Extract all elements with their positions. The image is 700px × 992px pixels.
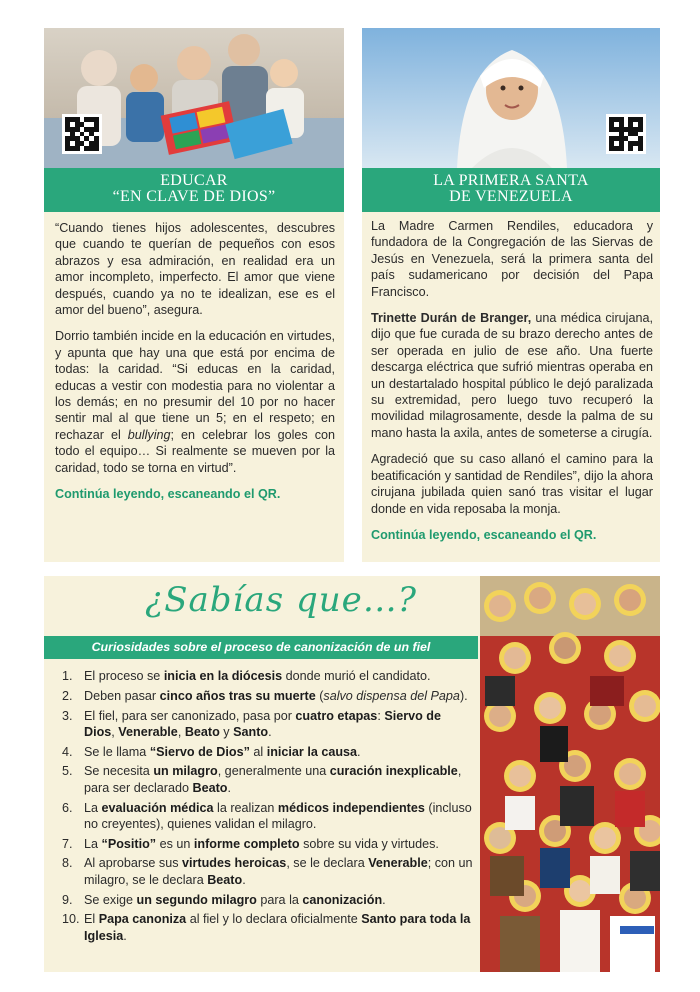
right-paragraph-2: Trinette Durán de Branger, una médica cirujana, dijo que fue curada de su brazo derecho antes de ser operada en julio de ese año. Una fuerte descarga eléctrica que sufrió mientras operaba en un destartalado hospital público le dejó paralizada su extremidad, pero luego tuvo recuperó la movilidad milagrosamente, desde la palma de su mano hasta la axila, antes de someterse a cirugía.: [371, 311, 653, 440]
left-article-body: [55, 220, 335, 513]
saints-collage-illustration: [480, 576, 660, 972]
list-item: 6. La evaluación médica la realizan médicos independientes (incluso no creyentes), quienes validan el milagro.: [62, 800, 472, 831]
sabias-title: ¿Sabías que…?: [145, 580, 417, 620]
list-item: 3. El fiel, para ser canonizado, pasa por cuatro etapas: Siervo de Dios, Venerable, Beato y Santo.: [62, 708, 442, 739]
canonization-list: [62, 668, 474, 947]
list-item: 8. Al aprobarse sus virtudes heroicas, se le declara Venerable; con un milagro, se le declara Beato.: [62, 856, 473, 887]
right-paragraph-1: La Madre Carmen Rendiles, educadora y fundadora de la Congregación de las Siervas de Jesús en Venezuela, será la primera santa del país sudamericano por decisión del Papa Francisco.: [371, 219, 653, 299]
left-paragraph-1: “Cuando tienes hijos adolescentes, descubres que cuando te querían de pequeños con esos abrazos y esa admiración, en realidad era un amor incompleto, imperfecto. El amor que viene después, cuando ya no te idealizan, ese es el amor del bueno”, asegura.: [55, 221, 335, 318]
right-article-title: LA PRIMERA SANTA DE VENEZUELA: [362, 168, 660, 212]
qr-code-left[interactable]: [62, 114, 102, 154]
list-item: 9. Se exige un segundo milagro para la canonización.: [62, 892, 386, 907]
list-item: 7. La “Positio” es un informe completo sobre su vida y virtudes.: [62, 836, 439, 851]
list-item: 2. Deben pasar cinco años tras su muerte (salvo dispensa del Papa).: [62, 688, 468, 703]
list-item: 4. Se le llama “Siervo de Dios” al iniciar la causa.: [62, 744, 361, 759]
left-paragraph-2: Dorrio también incide en la educación en virtudes, y apunta que hay una que está por encima de todas: la caridad. “Si educas en la caridad, educas a vestir con modestia para no violentar a los demás; en no presumir del 10 por no hacer sentir mal al que tiene un 5; en el respeto; en rechazar el bullying; en celebrar los goles con todo el equipo… Si realmente se mueven por la caridad, todo se torna en virtud”.: [55, 329, 335, 475]
sabias-subtitle: Curiosidades sobre el proceso de canonización de un fiel: [44, 636, 478, 659]
right-article-body: [371, 218, 653, 553]
right-paragraph-3: Agradeció que su caso allanó el camino para la beatificación y santidad de Rendiles”, dijo la ahora cirujana jubilada quien sanó tras visitar el lugar donde en vida reposaba la monja.: [371, 452, 653, 516]
list-item: 10. El Papa canoniza al fiel y lo declara oficialmente Santo para toda la Iglesia.: [62, 912, 471, 943]
right-cta-link[interactable]: Continúa leyendo, escaneando el QR.: [371, 527, 597, 542]
list-item: 1. El proceso se inicia en la diócesis donde murió el candidato.: [62, 669, 431, 683]
qr-code-right[interactable]: [606, 114, 646, 154]
list-item: 5. Se necesita un milagro, generalmente una curación inexplicable, para ser declarado Beato.: [62, 764, 462, 795]
left-article-title: EDUCAR “EN CLAVE DE DIOS”: [44, 168, 344, 212]
left-cta-link[interactable]: Continúa leyendo, escaneando el QR.: [55, 487, 281, 502]
